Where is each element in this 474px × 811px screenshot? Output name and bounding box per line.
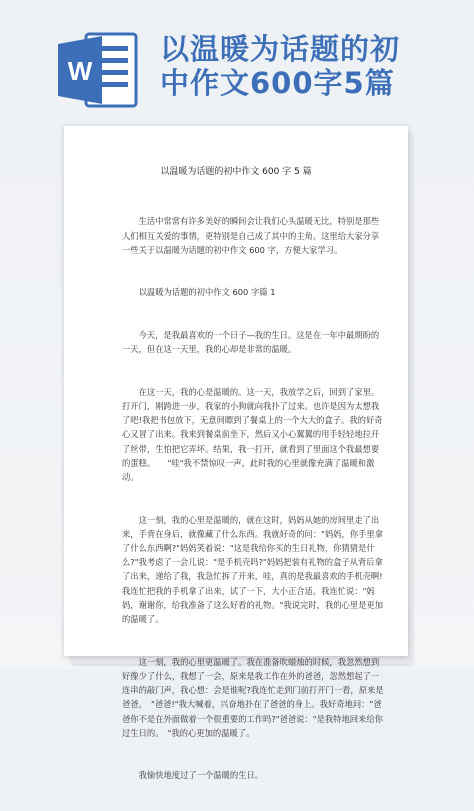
- paragraph: 这一刻，我的心里是温暖的，就在这时，妈妈从她的房间里走了出来，手背在身后，就像藏了什么东西。我就好奇的问："妈妈，你手里拿了什么东西啊?"妈妈笑着说："这是我给你买的生日礼物，你猜猜是什么?"我考虑了一会儿说："是手机壳吗?"妈妈把装有礼物的盒子从背后拿了出来，递给了我，我急忙拆了开来，哇，真的是我最喜欢的手机壳啊!我连忙把我的手机拿了出来，试了一下，大小正合适。我连忙说："妈妈，谢谢你，给我准备了这么好看的礼物。"我说完时，我的心里是更加的温暖了。: [122, 514, 384, 625]
- document-title-banner: [160, 32, 460, 100]
- document-heading: 以温暖为话题的初中作文 600 字 5 篇: [160, 167, 312, 177]
- document-page: [64, 126, 408, 781]
- header-banner: [0, 0, 474, 112]
- svg-text:W: W: [67, 56, 93, 86]
- paragraph: 我愉快地度过了一个温暖的生日。: [122, 770, 264, 781]
- word-document-icon: [56, 30, 140, 110]
- paragraph: 这一刻，我的心里更温暖了。我在准备吹蜡烛的时候，我忽然想到好像少了什么，我想了一会，原来是我工作在外的爸爸，忽然想起了一连串的敲门声，我心想：会是谁呢?我连忙走到门前打开门一看，原来是爸爸， "爸爸!"我大喊着，兴奋地扑在了爸爸的身上。我好奇地问："爸爸你不是在外面做着一个很重要的工作吗?"爸爸说："是我特地回来给你过生日的。 "我的心更加的温暖了。: [122, 656, 384, 738]
- document-preview: [64, 126, 410, 781]
- paragraph: 生活中常常有许多美好的瞬间会让我们心头温暖无比，特别是那些人们相互关爱的事情，更特别是自己成了其中的主角。这里给大家分享一些关于以温暖为话题的初中作文 600 字，方便大家学习。: [122, 216, 380, 255]
- paragraph: 今天，是我最喜欢的一个日子—我的生日。这是在一年中最期盼的一天，但在这一天里，我的心却是非常的温暖。: [122, 330, 380, 355]
- paragraph: 以温暖为话题的初中作文 600 字篇 1: [122, 287, 276, 298]
- banner-title-line-2: 中作文600字5篇: [160, 66, 395, 101]
- banner-title-line-1: 以温暖为话题的初: [160, 32, 401, 66]
- document-body: [122, 186, 384, 811]
- paragraph: 在这一天，我的心是温暖的。这一天，我放学之后，回到了家里。打开门，刚跨进一步，我家的小狗就向我扑了过来。也许是因为太想我了吧!我把书包放下，无意间瞟到了餐桌上的一个大大的盒子。我的好奇心又冒了出来。我来到餐桌前坐下，然后又小心翼翼的用手轻轻地拉开了丝带，生怕把它弄坏。结果，我一打开，就看到了里面这个我最想要的蛋糕。 "哇"我不禁惊叹一声，此时我的心里就像充满了温暖和激动。: [122, 386, 383, 483]
